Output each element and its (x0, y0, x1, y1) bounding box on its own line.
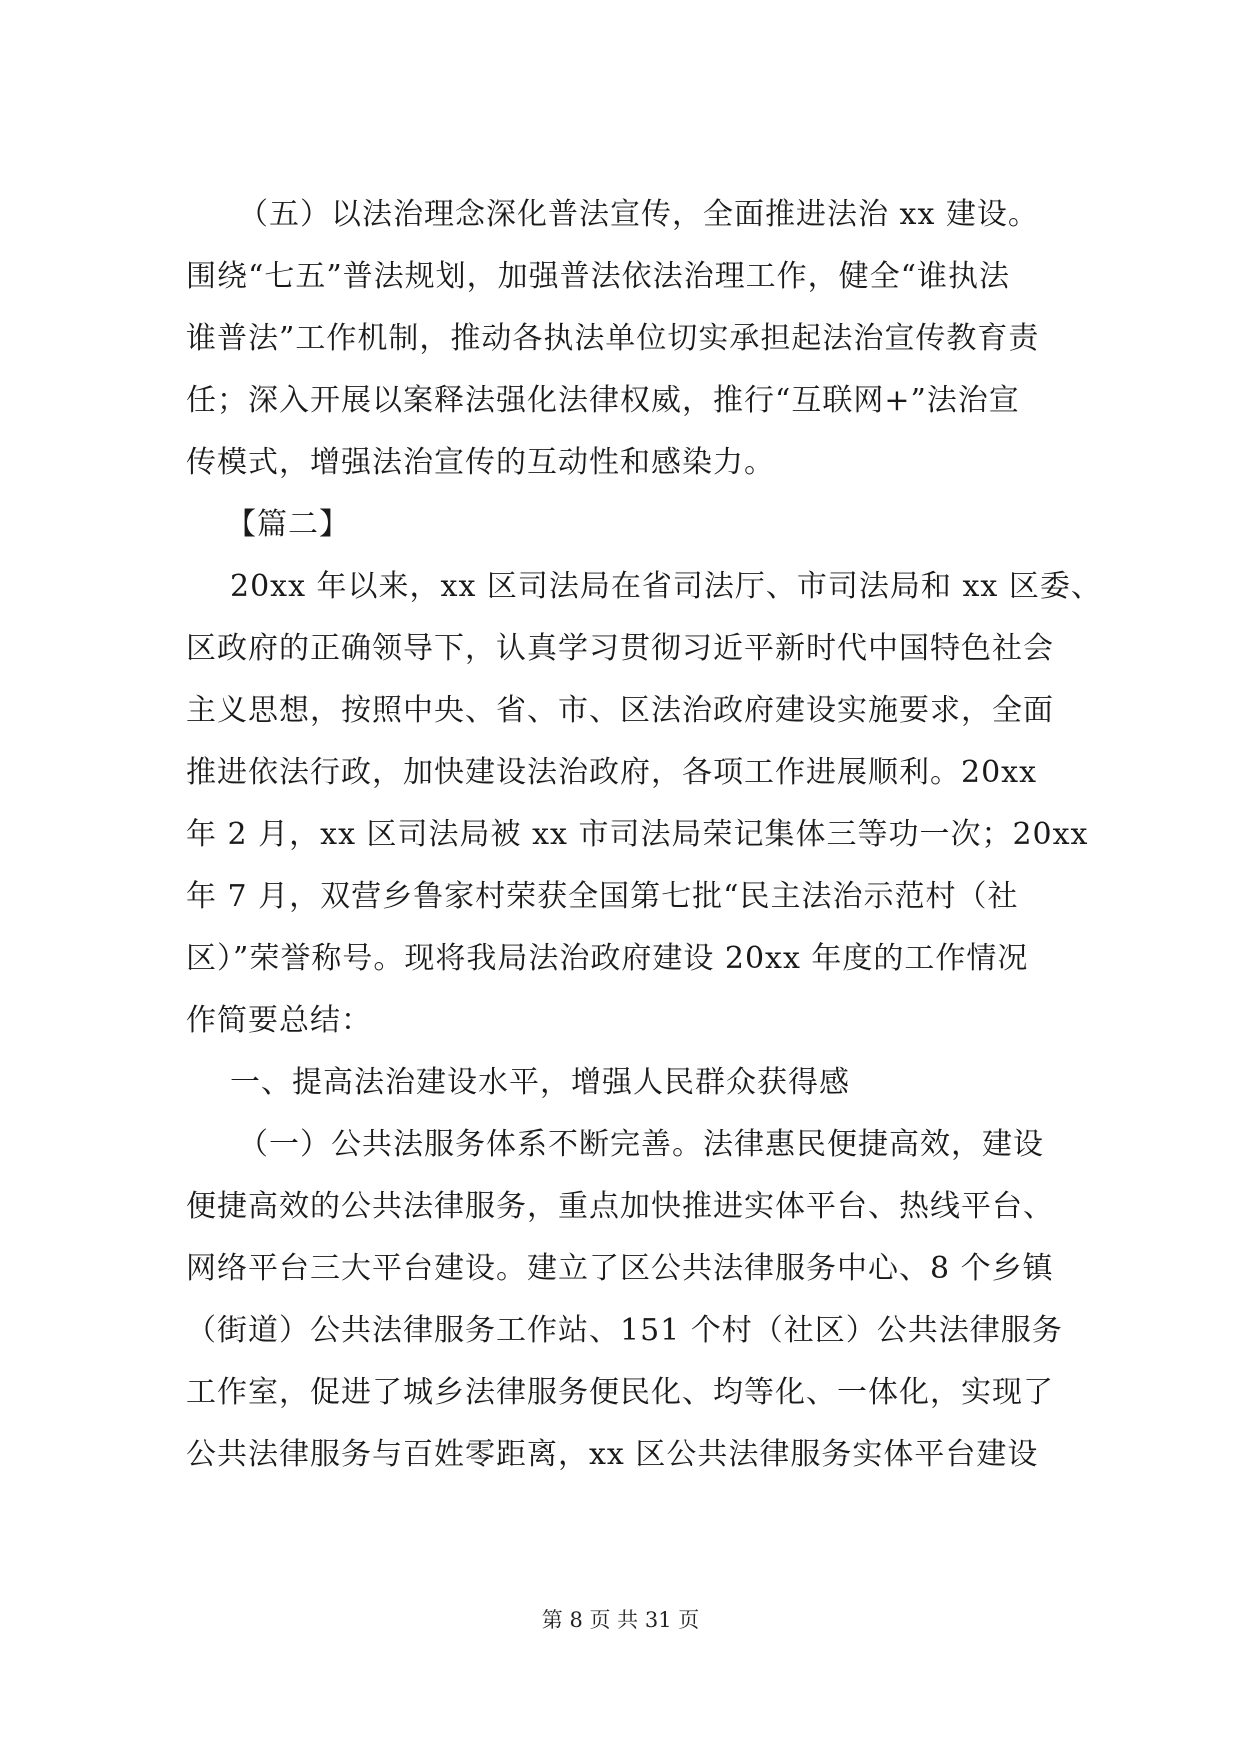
paragraph-3-line-3: 网络平台三大平台建设。建立了区公共法律服务中心、8 个乡镇 (186, 1251, 1054, 1286)
paragraph-1-line-5: 传模式，增强法治宣传的互动性和感染力。 (186, 445, 775, 480)
paragraph-2-line-2: 区政府的正确领导下，认真学习贯彻习近平新时代中国特色社会 (186, 631, 1054, 666)
paragraph-3-line-5: 工作室，促进了城乡法律服务便民化、均等化、一体化，实现了 (186, 1375, 1054, 1410)
paragraph-1-line-4: 任；深入开展以案释法强化法律权威，推行“互联网+”法治宣 (186, 383, 1020, 418)
paragraph-2-line-5: 年 2 月，xx 区司法局被 xx 市司法局荣记集体三等功一次；20xx (186, 817, 1089, 852)
paragraph-2-line-1: 20xx 年以来，xx 区司法局在省司法厅、市司法局和 xx 区委、 (230, 569, 1102, 604)
paragraph-2-line-3: 主义思想，按照中央、省、市、区法治政府建设实施要求，全面 (186, 693, 1054, 728)
paragraph-1-line-2: 围绕“七五”普法规划，加强普法依法治理工作，健全“谁执法 (186, 259, 1011, 294)
subheading-1: 一、提高法治建设水平，增强人民群众获得感 (230, 1065, 850, 1100)
paragraph-3-line-6: 公共法律服务与百姓零距离，xx 区公共法律服务实体平台建设 (186, 1437, 1039, 1472)
paragraph-2-line-8: 作简要总结： (186, 1003, 372, 1038)
paragraph-1-line-3: 谁普法”工作机制，推动各执法单位切实承担起法治宣传教育责 (186, 321, 1040, 356)
paragraph-2-line-4: 推进依法行政，加快建设法治政府，各项工作进展顺利。20xx (186, 755, 1038, 790)
section-heading: 【篇二】 (226, 507, 350, 542)
paragraph-3-line-4: （街道）公共法律服务工作站、151 个村（社区）公共法律服务 (186, 1313, 1063, 1348)
paragraph-2-line-6: 年 7 月，双营乡鲁家村荣获全国第七批“民主法治示范村（社 (186, 879, 1019, 914)
paragraph-2-line-7: 区）”荣誉称号。现将我局法治政府建设 20xx 年度的工作情况 (186, 941, 1029, 976)
paragraph-3-line-2: 便捷高效的公共法律服务，重点加快推进实体平台、热线平台、 (186, 1189, 1054, 1224)
paragraph-1-line-1: （五）以法治理念深化普法宣传，全面推进法治 xx 建设。 (238, 197, 1039, 232)
paragraph-3-line-1: （一）公共法服务体系不断完善。法律惠民便捷高效，建设 (238, 1127, 1044, 1162)
page-number-footer: 第 8 页 共 31 页 (541, 1608, 700, 1632)
